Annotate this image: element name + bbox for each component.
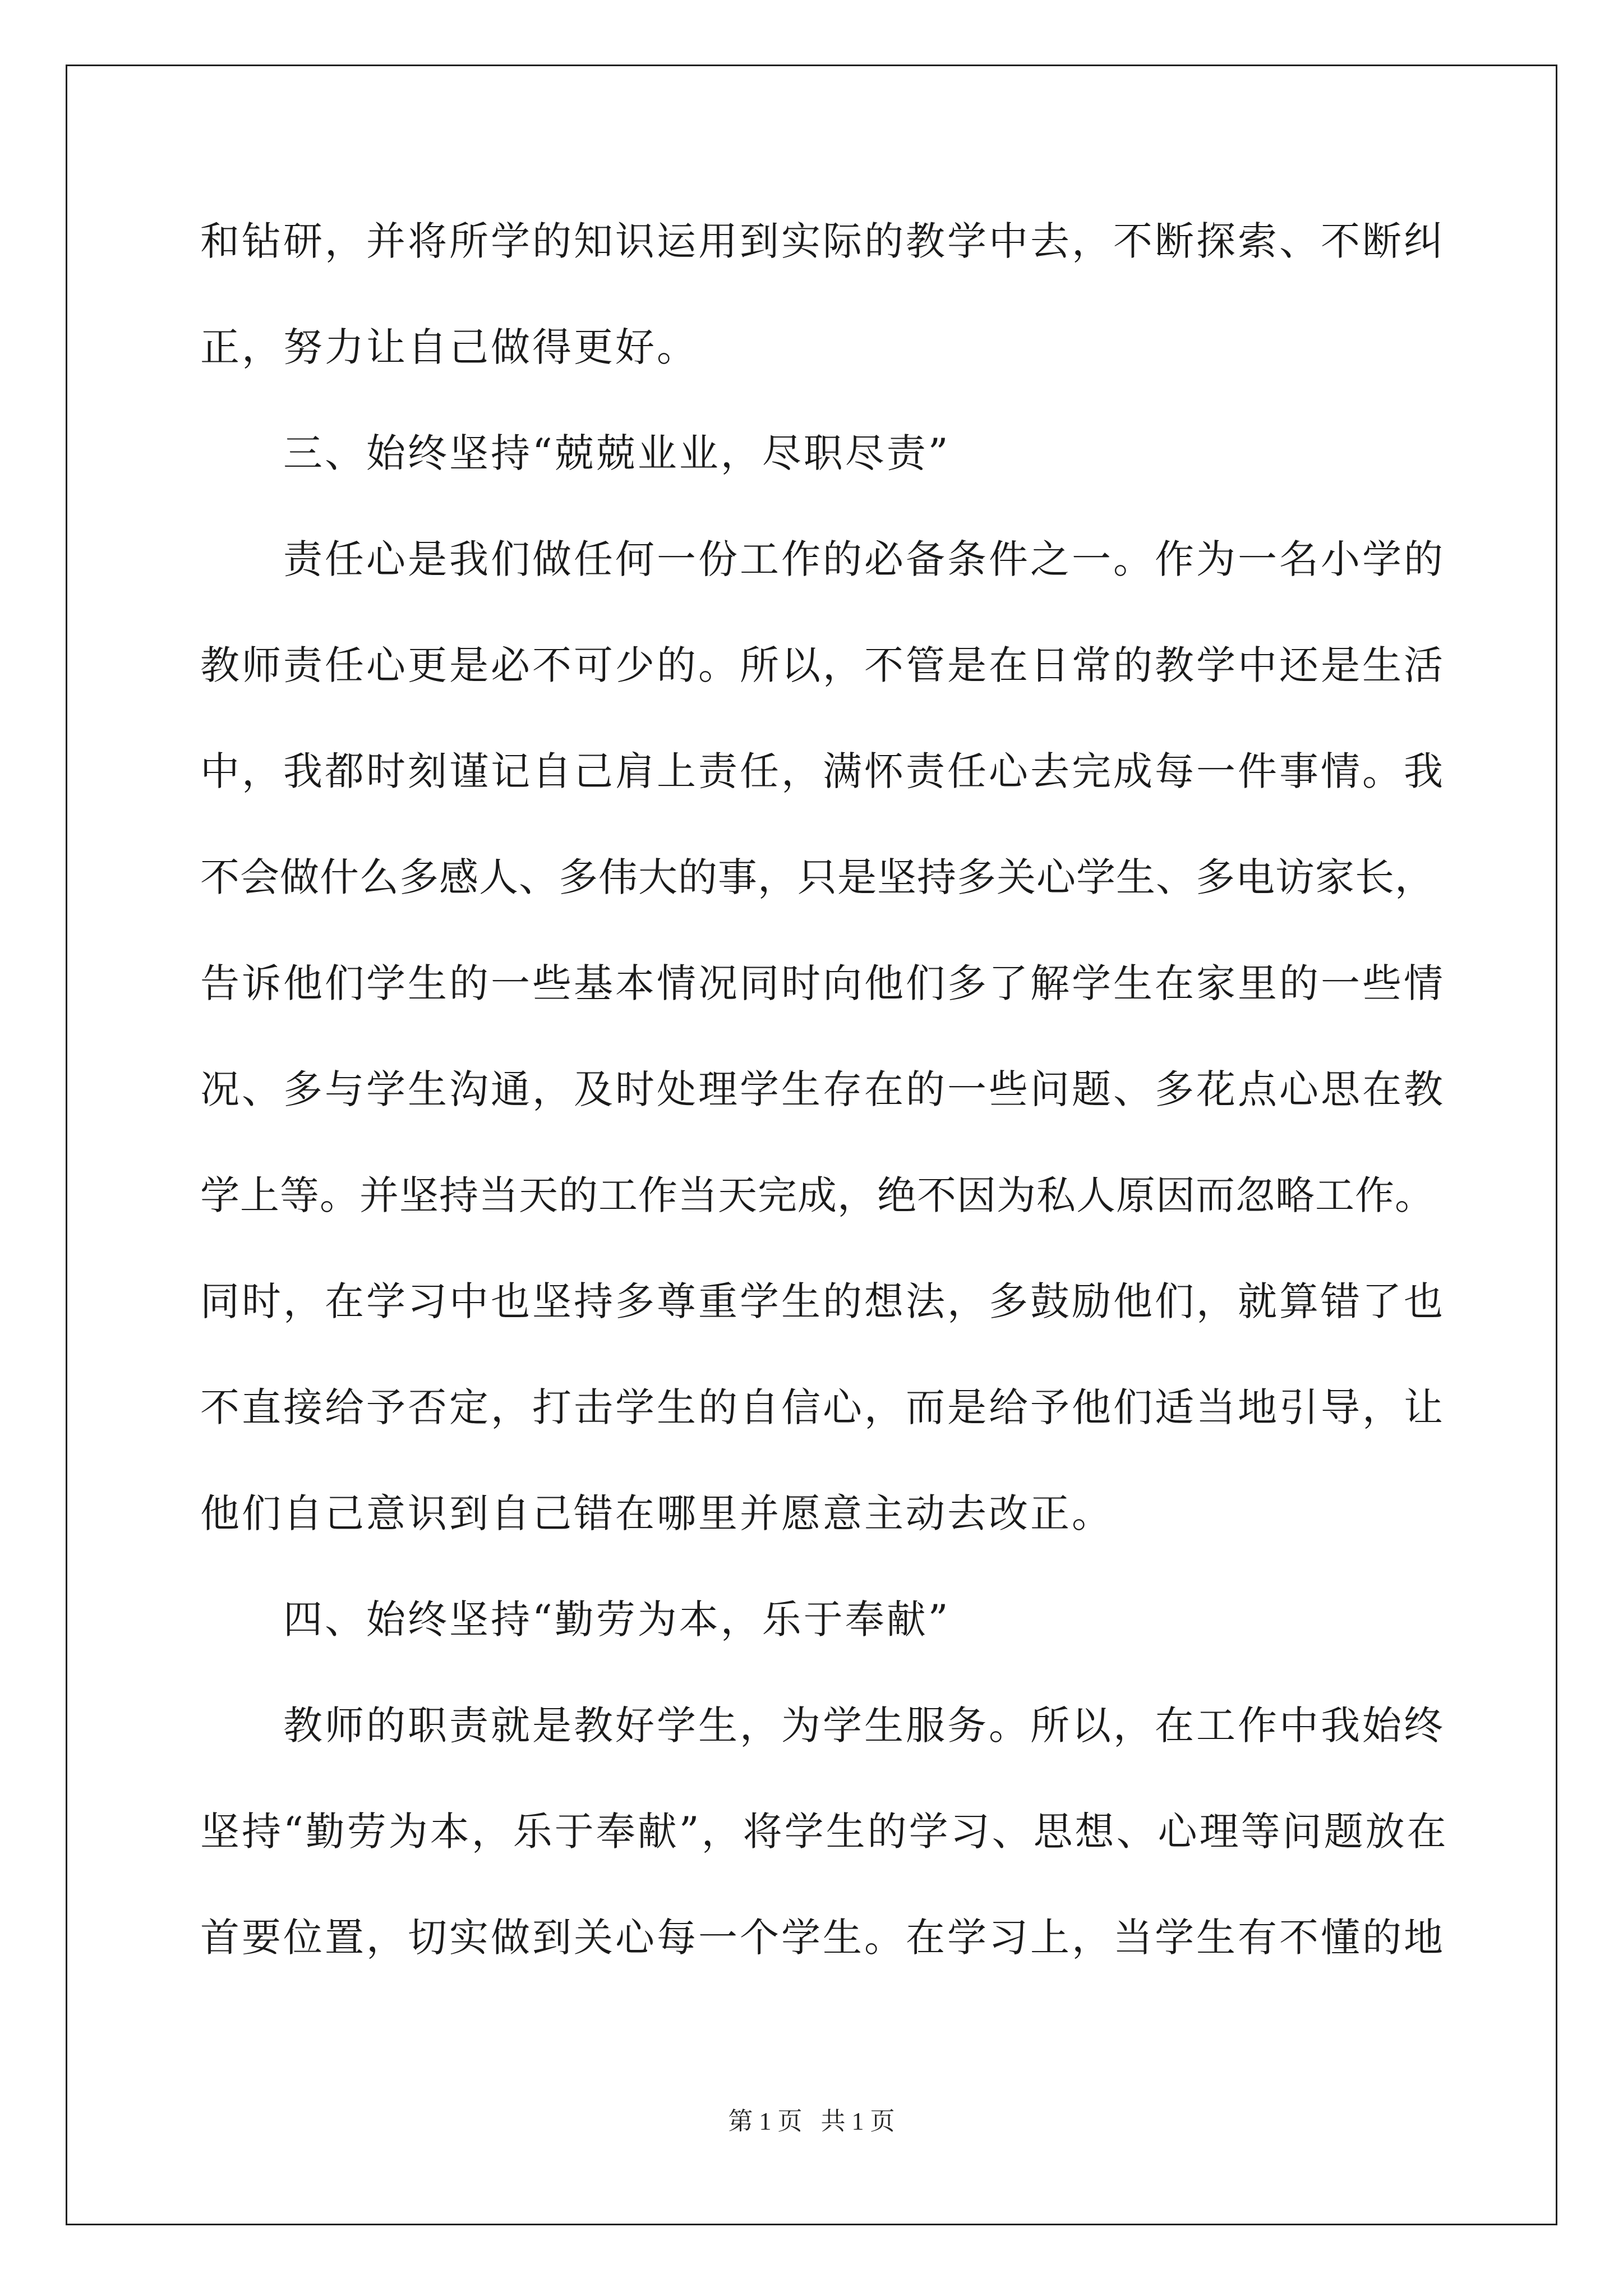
text-line: 不会做什么多感人、多伟大的事，只是坚持多关心学生、多电访家长， (200, 854, 1435, 900)
text-line: 首要位置，切实做到关心每一个学生。在学习上，当学生有不懂的地 (200, 1915, 1445, 1961)
text-line: 不直接给予否定，打击学生的自信心，而是给予他们适当地引导，让 (200, 1384, 1445, 1430)
section-heading: 四、始终坚持“勤劳为本，乐于奉献” (283, 1596, 951, 1642)
text-line: 和钻研，并将所学的知识运用到实际的教学中去，不断探索、不断纠 (200, 218, 1445, 264)
page-number-footer: 第 1 页 共 1 页 (728, 2108, 895, 2135)
text-line: 况、多与学生沟通，及时处理学生存在的一些问题、多花点心思在教 (200, 1066, 1445, 1112)
section-heading: 三、始终坚持“兢兢业业，尽职尽责” (283, 430, 951, 476)
text-line: 同时，在学习中也坚持多尊重学生的想法，多鼓励他们，就算错了也 (200, 1278, 1445, 1324)
text-line: 告诉他们学生的一些基本情况同时向他们多了解学生在家里的一些情 (200, 960, 1445, 1006)
text-line: 教师责任心更是必不可少的。所以，不管是在日常的教学中还是生活 (200, 642, 1445, 688)
text-line: 正，努力让自己做得更好。 (200, 324, 698, 370)
text-line: 教师的职责就是教好学生，为学生服务。所以，在工作中我始终 (283, 1703, 1445, 1749)
text-line: 坚持“勤劳为本，乐于奉献”，将学生的学习、思想、心理等问题放在 (200, 1809, 1449, 1855)
text-line: 中，我都时刻谨记自己肩上责任，满怀责任心去完成每一件事情。我 (200, 748, 1445, 794)
text-line: 责任心是我们做任何一份工作的必备条件之一。作为一名小学的 (283, 536, 1445, 582)
text-line: 学上等。并坚持当天的工作当天完成，绝不因为私人原因而忽略工作。 (200, 1172, 1435, 1218)
document-body (200, 213, 1449, 2016)
text-line: 他们自己意识到自己错在哪里并愿意主动去改正。 (200, 1490, 1113, 1536)
